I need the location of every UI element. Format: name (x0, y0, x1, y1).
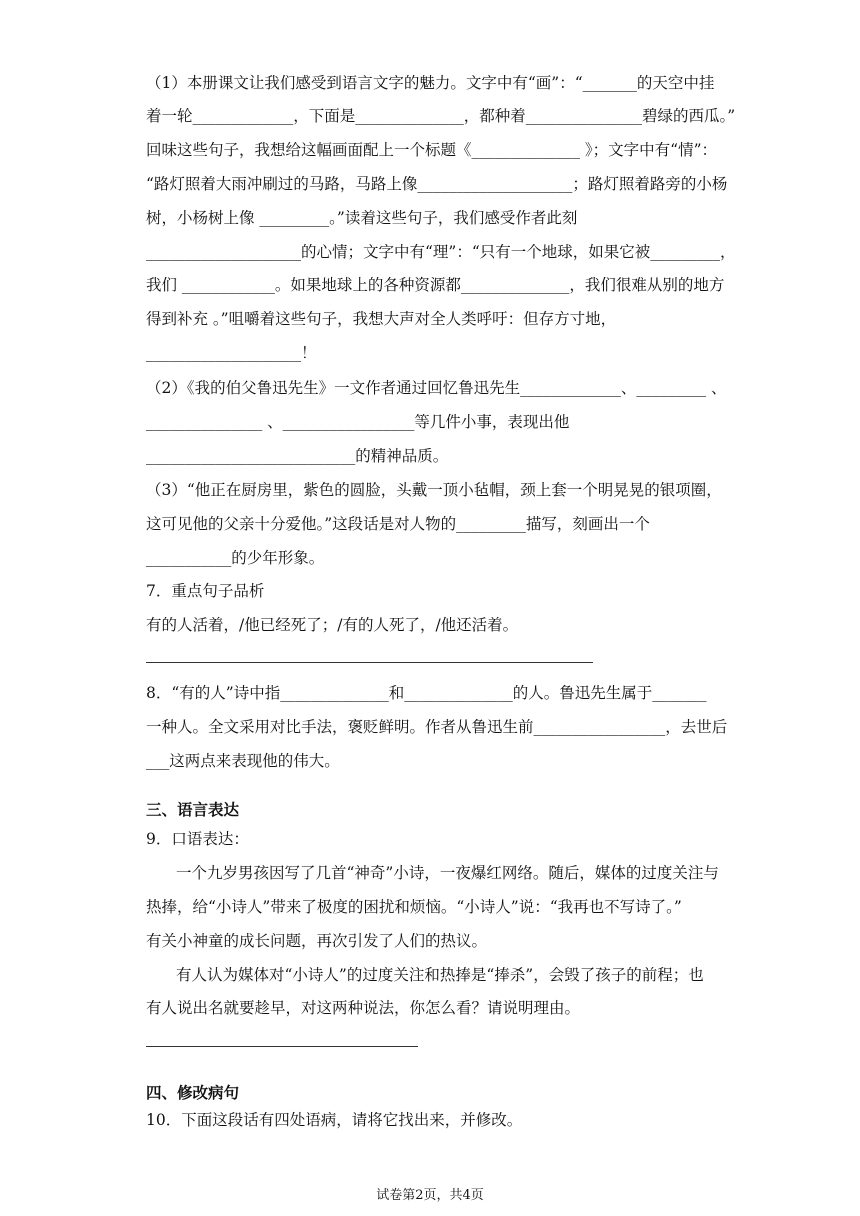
answer-line (146, 1046, 418, 1047)
text-line: 有关小神童的成长问题，再次引发了人们的热议。 (146, 932, 488, 950)
text-line: 我们 ____________。如果地球上的各种资源都______________，我们很难从别的地方 (146, 276, 725, 294)
question-7-title: 7．重点句子品析 (146, 582, 265, 600)
text-line: 有人认为媒体对“小诗人”的过度关注和热捧是“捧杀”，会毁了孩子的前程；也 (176, 966, 704, 984)
text-line: 着一轮_____________，下面是______________，都种着_______________碧绿的西瓜。” (146, 107, 736, 125)
text-line: 有人说出名就要趁早，对这两种说法，你怎么看？请说明理由。 (146, 999, 581, 1017)
text-line: ___________的少年形象。 (146, 549, 325, 567)
question-8: 8．“有的人”诗中指______________和______________的人。鲁迅先生属于_______ (146, 684, 707, 702)
section-heading-4: 四、修改病句 (146, 1083, 240, 1102)
text-line: ___________________________的精神品质。 (146, 447, 449, 465)
text-line: ___这两点来表现他的伟大。 (146, 752, 340, 770)
text-line: ____________________！ (146, 344, 317, 362)
question-9-title: 9．口语表达： (146, 830, 249, 848)
text-line: “路灯照着大雨冲刷过的马路，马路上像____________________；路灯照着路旁的小杨 (146, 175, 728, 193)
text-line: 回味这些句子，我想给这幅画面配上一个标题《______________ 》；文字中有“情”： (146, 141, 718, 159)
poem-line: 有的人活着，/他已经死了；/有的人死了，/他还活着。 (146, 616, 519, 634)
text-line: （1）本册课文让我们感受到语言文字的魅力。文字中有“画”：“_______的天空中挂 (146, 74, 715, 92)
text-line: 这可见他的父亲十分爱他。”这段话是对人物的_________描写，刻画出一个 (146, 515, 650, 533)
text-line: 树，小杨树上像 _________。”读着这些句子，我们感受作者此刻 (146, 209, 578, 227)
text-line: 热捧，给“小诗人”带来了极度的困扰和烦恼。“小诗人”说：“我再也不写诗了。” (146, 898, 682, 916)
section-heading-3: 三、语言表达 (146, 800, 240, 819)
text-line: 得到补充 。”咀嚼着这些句子，我想大声对全人类呼吁：但存方寸地， (146, 310, 617, 328)
answer-line (146, 662, 593, 663)
question-part-2: （2）《我的伯父鲁迅先生》一文作者通过回忆鲁迅先生_____________、_________ 、 (146, 379, 727, 397)
page-footer: 试卷第2页，共4页 (376, 1188, 484, 1203)
question-10-title: 10．下面这段话有四处语病，请将它找出来，并修改。 (146, 1111, 523, 1129)
question-part-3: （3）“他正在厨房里，紫色的圆脸，头戴一顶小毡帽，颈上套一个明晃晃的银项圈， (146, 481, 722, 499)
text-line: _______________ 、_________________等几件小事，表现出他 (146, 413, 570, 431)
text-line: 一种人。全文采用对比手法，褒贬鲜明。作者从鲁迅生前_________________，去世后 (146, 718, 728, 736)
text-line: 一个九岁男孩因写了几首“神奇”小诗，一夜爆红网络。随后，媒体的过度关注与 (176, 864, 719, 882)
text-line: ____________________的心情；文字中有“理”：“只有一个地球，如果它被_________， (146, 243, 736, 261)
